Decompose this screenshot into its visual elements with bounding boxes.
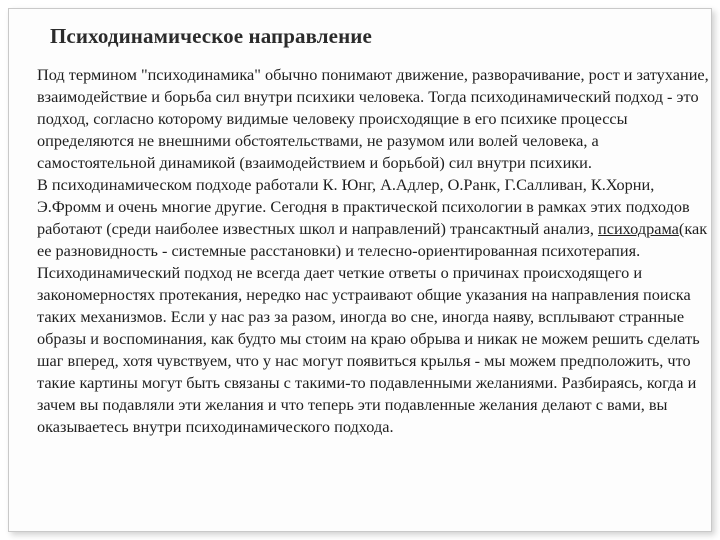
paragraph-2-text: В психодинамическом подходе работали К. Юнг, А.Адлер, О.Ранк, Г.Салливан, К.Хорни, Э.Фромм и очень многие другие. Сегодня в практической психологии в рамках этих подходов работают (среди наиболее известных школ и направлений) трансактный анализ, xyxy=(37,175,690,238)
slide-title: Психодинамическое направление xyxy=(50,24,372,48)
paragraph-1: Под термином "психодинамика" обычно понимают движение, разворачивание, рост и затухание, взаимодействие и борьба сил внутри психики человека. Тогда психодинамический подход - это подход, согласно которому видимые человеку происходящие в его психике процессы определяются не внешними обстоятельствами, не разумом или волей человека, а самостоятельной динамикой (взаимодействием и борьбой) сил внутри психики. xyxy=(37,65,709,172)
paragraph-3: Психодинамический подход не всегда дает четкие ответы о причинах происходящего и закономерностях протекания, нередко нас устраивают общие указания на направления поиска таких механизмов. Если у нас раз за разом, иногда во сне, иногда наяву, всплывают странные образы и воспоминания, как будто мы стоим на краю обрыва и никак не можем решить сделать шаг вперед, хотя чувствуем, что у нас могут появиться крылья - мы можем предположить, что такие картины могут быть связаны с такими-то подавленными желаниями. Разбираясь, когда и зачем вы подавляли эти желания и что теперь эти подавленные желания делают с вами, вы оказываетесь внутри психодинамического подхода. xyxy=(37,263,700,436)
paragraph-2 xyxy=(37,174,717,262)
paragraph-2-tail: (как ее разновидность - системные расстановки) и телесно-ориентированная психотерапия. xyxy=(37,219,708,260)
psychodrama-link[interactable]: психодрама xyxy=(598,219,679,238)
slide-body xyxy=(37,64,717,438)
